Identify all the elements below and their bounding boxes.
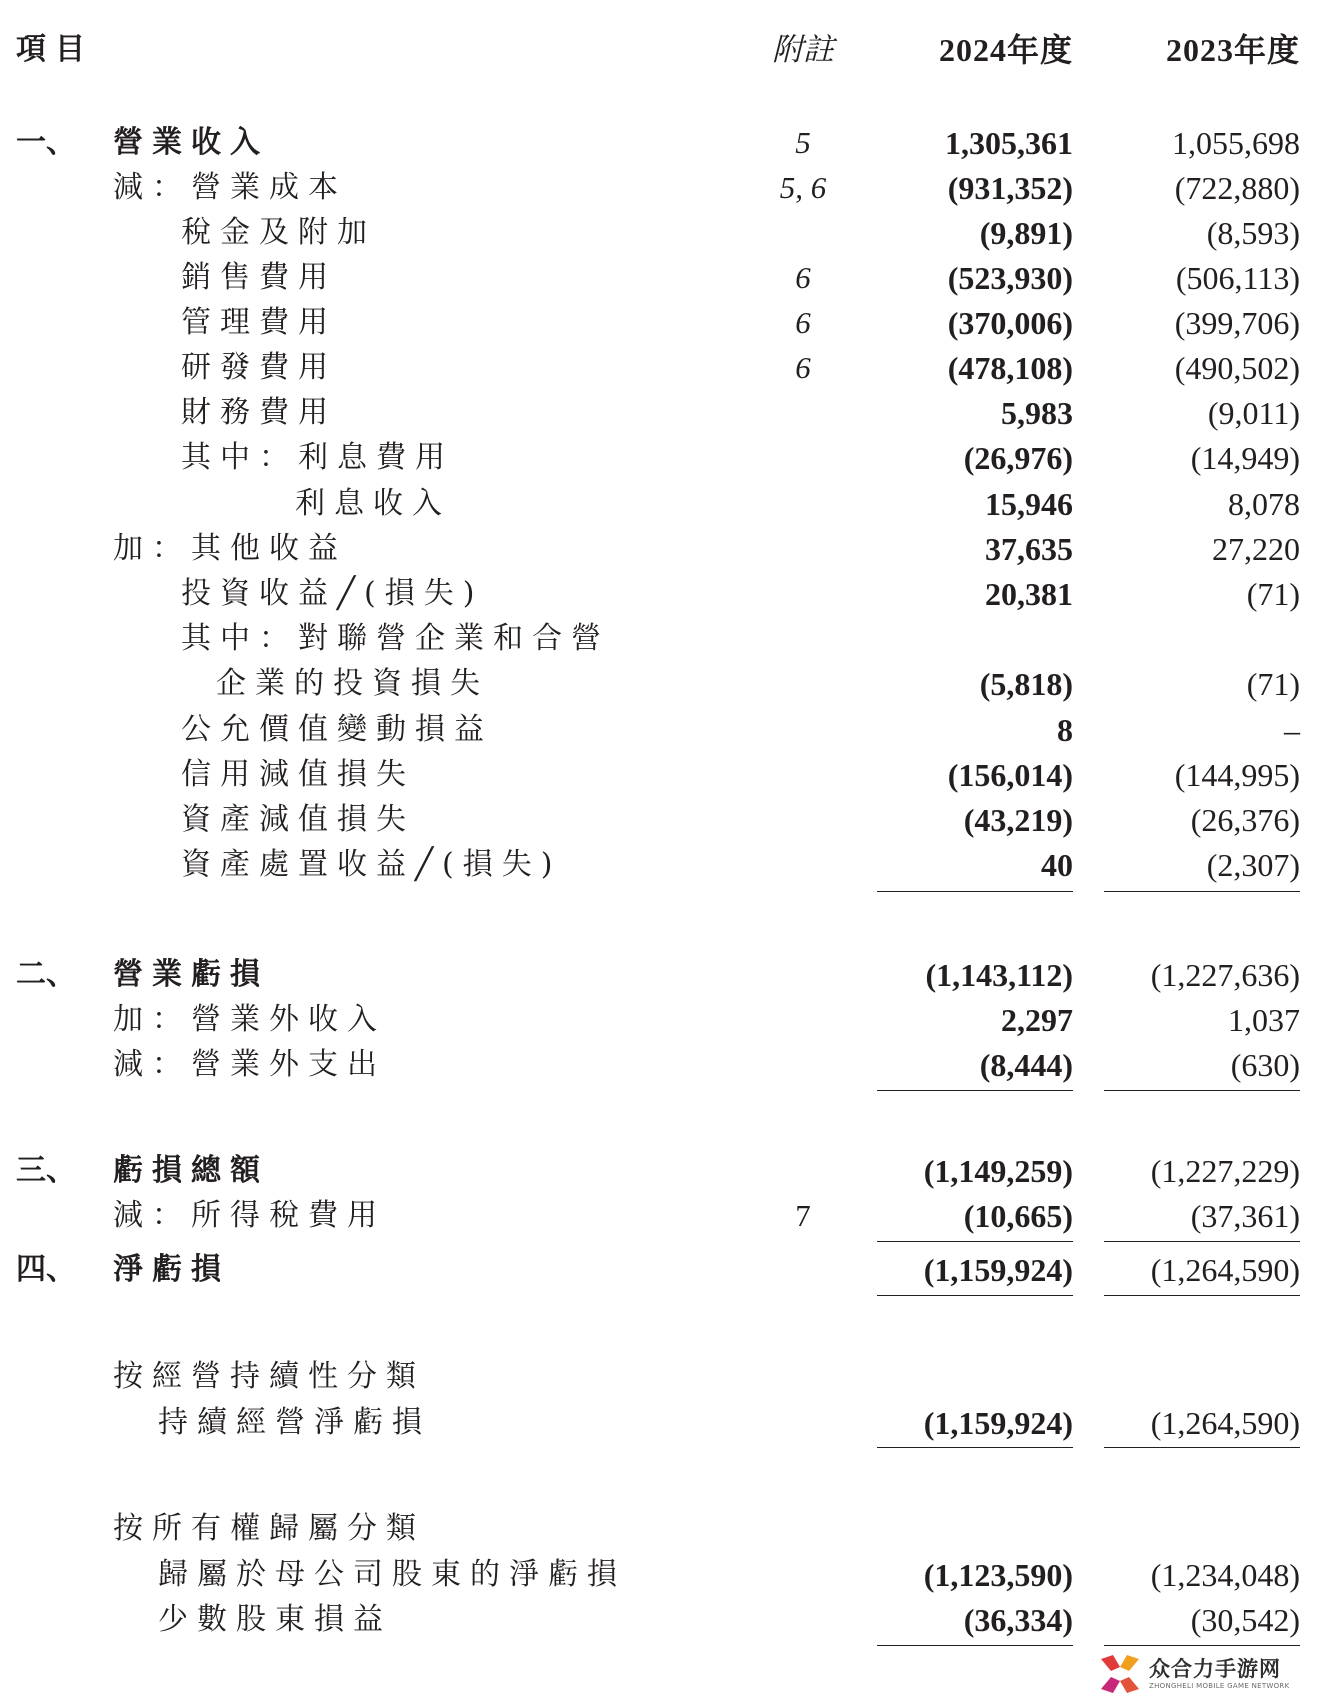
- watermark-name: 众合力手游网: [1149, 1657, 1281, 1681]
- row-note: 6: [795, 305, 811, 340]
- value-2024: (1,123,590): [923, 1557, 1073, 1593]
- table-row: [0, 438, 1322, 478]
- table-row: [0, 710, 1322, 750]
- table-row: [0, 348, 1322, 388]
- row-label: 財務費用: [181, 395, 337, 430]
- row-label: 其中：對聯營企業和合營: [181, 621, 610, 656]
- header-note: 附註: [772, 32, 834, 67]
- value-2023: (14,949): [1190, 440, 1300, 476]
- table-row: [0, 574, 1322, 614]
- value-2023: (1,234,048): [1150, 1557, 1300, 1593]
- row-label: 管理費用: [181, 305, 337, 340]
- value-2024: 20,381: [985, 576, 1073, 612]
- table-row: [0, 1000, 1322, 1040]
- value-2023: (8,593): [1206, 215, 1300, 251]
- table-row: [0, 619, 1322, 659]
- value-2024: 40: [1041, 847, 1073, 883]
- header-item: 項目: [16, 32, 94, 67]
- value-2024: 8: [1057, 712, 1073, 748]
- subtotal-rule-2024: [877, 1090, 1073, 1091]
- row-label: 減：所得稅費用: [113, 1198, 386, 1233]
- row-label: 公允價值變動損益: [181, 712, 493, 747]
- watermark-subtitle: ZHONGHELI MOBILE GAME NETWORK: [1149, 1682, 1290, 1690]
- row-label: 投資收益╱(損失): [181, 576, 484, 611]
- value-2023: (1,227,229): [1150, 1153, 1300, 1189]
- table-row: [0, 258, 1322, 298]
- row-label: 減：營業成本: [113, 170, 347, 205]
- value-2024: (8,444): [979, 1047, 1073, 1083]
- value-2024: (1,149,259): [923, 1153, 1073, 1189]
- section-number: 三、: [16, 1153, 76, 1188]
- section-number: 四、: [16, 1252, 76, 1287]
- value-2023: (71): [1246, 576, 1300, 612]
- section-number: 一、: [16, 125, 76, 160]
- value-2023: (30,542): [1190, 1602, 1300, 1638]
- header-2024: 2024年度: [938, 32, 1073, 68]
- table-row: [0, 1151, 1322, 1191]
- watermark-logo-icon: [1097, 1651, 1143, 1697]
- value-2023: 1,037: [1228, 1002, 1300, 1038]
- value-2024: (370,006): [947, 305, 1073, 341]
- table-row: [0, 484, 1322, 524]
- value-2023: 1,055,698: [1172, 125, 1300, 161]
- site-watermark: [1097, 1651, 1312, 1697]
- table-row: [0, 393, 1322, 433]
- subtotal-rule-2023: [1104, 1241, 1300, 1242]
- value-2024: 2,297: [1001, 1002, 1073, 1038]
- value-2024: (1,143,112): [925, 957, 1073, 993]
- table-row: [0, 664, 1322, 704]
- row-label: 稅金及附加: [181, 215, 376, 250]
- row-note: 5, 6: [779, 170, 827, 205]
- total-rule-2024: [877, 1295, 1073, 1296]
- value-2023: (1,264,590): [1150, 1252, 1300, 1288]
- table-row: [0, 1357, 1322, 1397]
- subtotal-rule-2024: [877, 1447, 1073, 1448]
- subtotal-rule-2024: [877, 1241, 1073, 1242]
- row-label: 淨虧損: [113, 1252, 230, 1287]
- table-row: [0, 1555, 1322, 1595]
- value-2024: (43,219): [963, 802, 1073, 838]
- table-row: [0, 123, 1322, 163]
- value-2023: (9,011): [1207, 395, 1300, 431]
- table-row: [0, 955, 1322, 995]
- table-row: [0, 1196, 1322, 1236]
- subtotal-rule-2024: [877, 1645, 1073, 1646]
- row-label: 企業的投資損失: [216, 666, 489, 701]
- table-row: [0, 800, 1322, 840]
- table-row: [0, 168, 1322, 208]
- row-note: 6: [795, 260, 811, 295]
- table-row: [0, 213, 1322, 253]
- subtotal-rule-2023: [1104, 1090, 1300, 1091]
- row-note: 6: [795, 350, 811, 385]
- table-row: [0, 755, 1322, 795]
- table-row: [0, 1403, 1322, 1443]
- value-2024: (5,818): [979, 666, 1073, 702]
- row-label: 減：營業外支出: [113, 1047, 386, 1082]
- subtotal-rule-2024: [877, 891, 1073, 892]
- value-2024: (10,665): [963, 1198, 1073, 1234]
- value-2024: (26,976): [963, 440, 1073, 476]
- row-label: 虧損總額: [113, 1153, 269, 1188]
- subtotal-rule-2023: [1104, 1447, 1300, 1448]
- value-2023: (2,307): [1206, 847, 1300, 883]
- row-label: 信用減值損失: [181, 757, 415, 792]
- value-2024: (156,014): [947, 757, 1073, 793]
- table-row: [0, 1600, 1322, 1640]
- table-header: [0, 30, 1322, 70]
- row-label: 按經營持續性分類: [113, 1359, 425, 1394]
- row-label: 利息收入: [295, 486, 451, 521]
- row-label: 營業收入: [113, 125, 269, 160]
- row-note: 7: [795, 1198, 811, 1233]
- table-row: [0, 1250, 1322, 1290]
- subtotal-rule-2023: [1104, 1645, 1300, 1646]
- header-2023: 2023年度: [1165, 32, 1300, 68]
- value-2023: (490,502): [1174, 350, 1300, 386]
- value-2023: (722,880): [1174, 170, 1300, 206]
- row-label: 加：其他收益: [113, 531, 347, 566]
- value-2023: (26,376): [1190, 802, 1300, 838]
- table-row: [0, 1509, 1322, 1549]
- row-label: 研發費用: [181, 350, 337, 385]
- value-2023: 8,078: [1228, 486, 1300, 522]
- value-2024: (931,352): [947, 170, 1073, 206]
- row-label: 資產減值損失: [181, 802, 415, 837]
- value-2023: –: [1284, 712, 1300, 748]
- section-number: 二、: [16, 957, 76, 992]
- total-rule-2023: [1104, 1295, 1300, 1296]
- value-2024: (523,930): [947, 260, 1073, 296]
- table-row: [0, 529, 1322, 569]
- value-2023: (71): [1246, 666, 1300, 702]
- value-2023: (37,361): [1190, 1198, 1300, 1234]
- row-label: 加：營業外收入: [113, 1002, 386, 1037]
- value-2024: 5,983: [1001, 395, 1073, 431]
- value-2023: (506,113): [1175, 260, 1300, 296]
- value-2024: 1,305,361: [945, 125, 1073, 161]
- table-row: [0, 303, 1322, 343]
- value-2024: 15,946: [985, 486, 1073, 522]
- row-label: 其中：利息費用: [181, 440, 454, 475]
- row-label: 按所有權歸屬分類: [113, 1511, 425, 1546]
- subtotal-rule-2023: [1104, 891, 1300, 892]
- value-2023: (630): [1230, 1047, 1300, 1083]
- row-label: 少數股東損益: [158, 1602, 392, 1637]
- value-2023: (1,227,636): [1150, 957, 1300, 993]
- table-row: [0, 845, 1322, 885]
- value-2024: (9,891): [979, 215, 1073, 251]
- row-label: 歸屬於母公司股東的淨虧損: [158, 1557, 626, 1592]
- value-2023: (1,264,590): [1150, 1405, 1300, 1441]
- row-label: 營業虧損: [113, 957, 269, 992]
- value-2024: 37,635: [985, 531, 1073, 567]
- value-2024: (1,159,924): [923, 1252, 1073, 1288]
- value-2023: 27,220: [1212, 531, 1300, 567]
- row-label: 銷售費用: [181, 260, 337, 295]
- row-label: 資產處置收益╱(損失): [181, 847, 562, 882]
- value-2023: (399,706): [1174, 305, 1300, 341]
- table-row: [0, 1045, 1322, 1085]
- value-2023: (144,995): [1174, 757, 1300, 793]
- row-note: 5: [795, 125, 811, 160]
- value-2024: (36,334): [963, 1602, 1073, 1638]
- value-2024: (478,108): [947, 350, 1073, 386]
- row-label: 持續經營淨虧損: [158, 1405, 431, 1440]
- value-2024: (1,159,924): [923, 1405, 1073, 1441]
